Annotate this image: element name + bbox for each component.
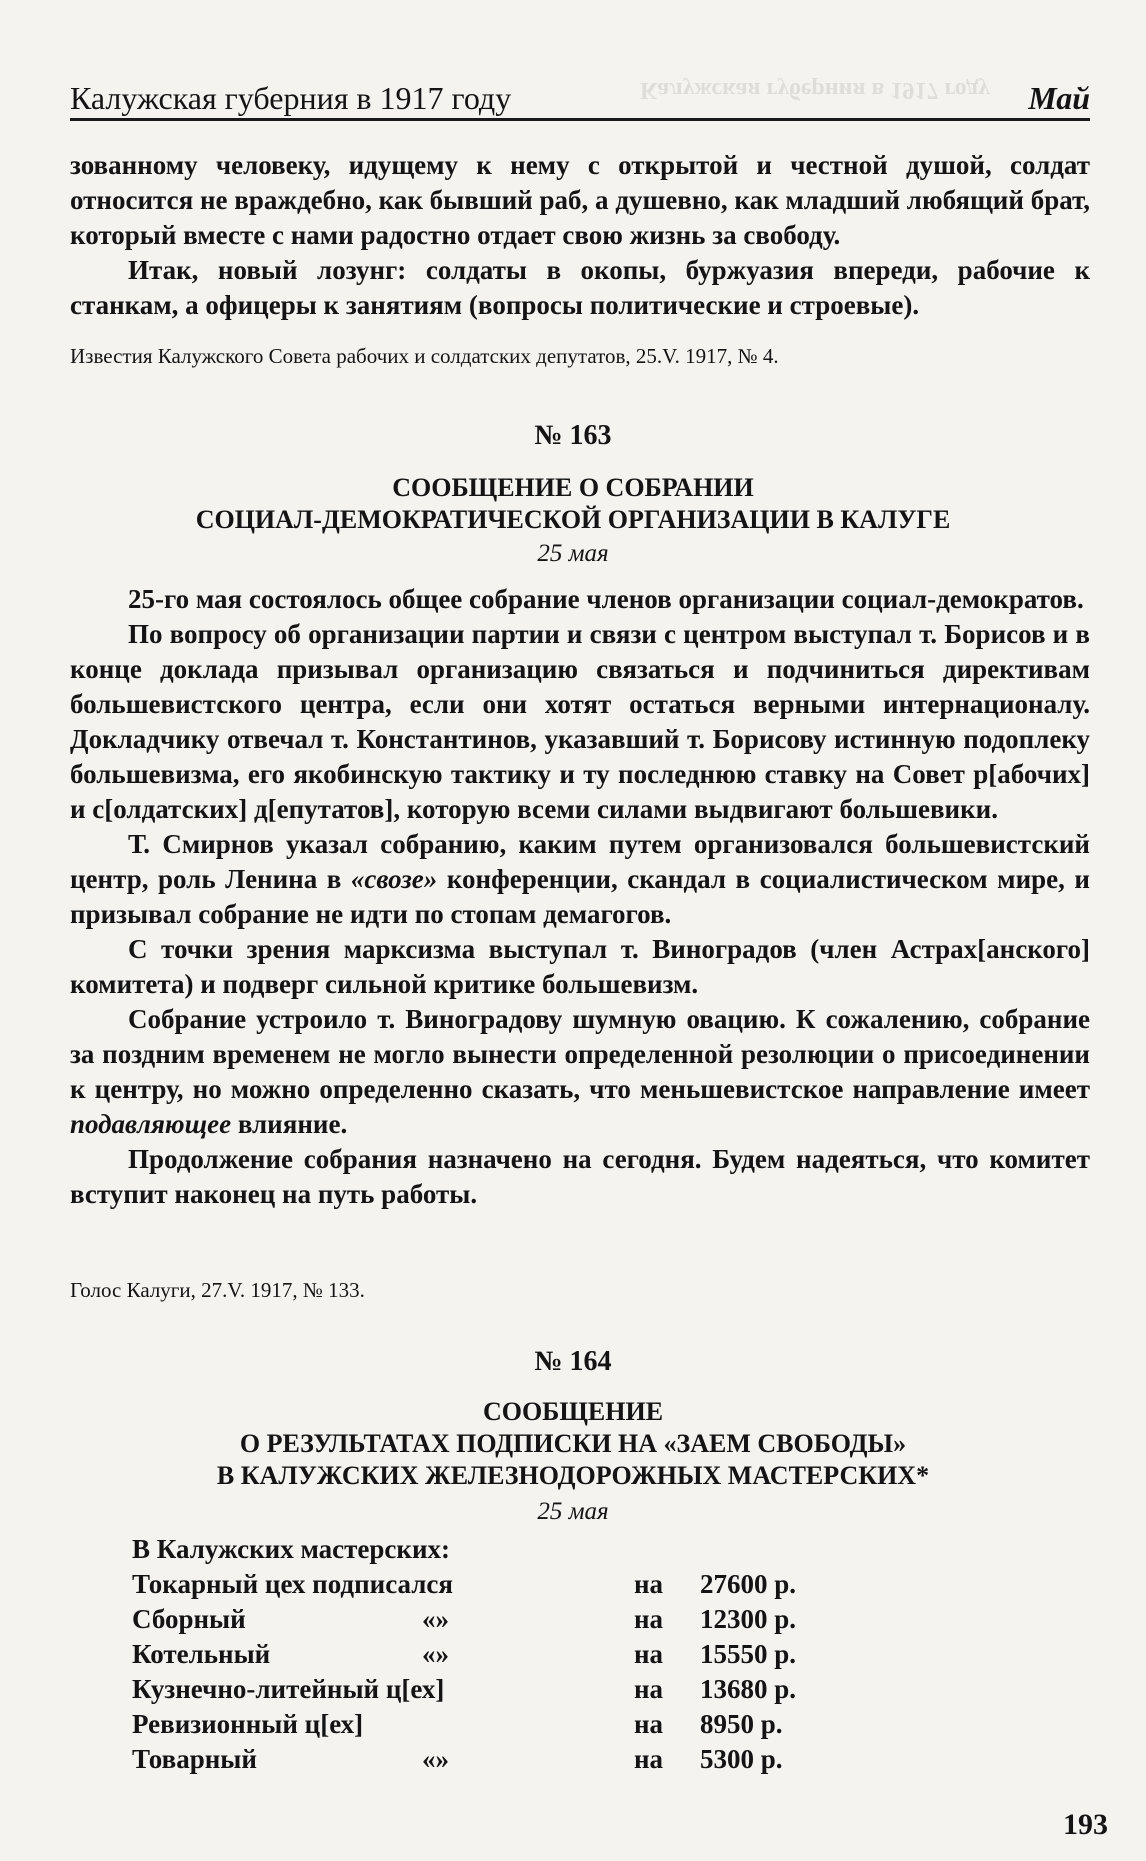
header-book-title: Калужская губерния в 1917 году xyxy=(70,80,512,116)
doc-163-paragraph-2: По вопросу об организации партии и связи с центром выступал т. Борисов и в конце доклада призывал организацию связаться и подчиниться директивам большевистского центра, если они хотят остаться верными интернационалу. Докладчику отвечал т. Константинов, указавший т. Борисову истинную подоплеку большевизма, его якобинскую тактику и ту последнюю ставку на Совет р[абочих] и с[олдатских] д[епутатов], которую всеми силами выдвигают большевики. xyxy=(70,619,1090,824)
doc-163-date: 25 мая xyxy=(537,540,609,567)
workshop-name: Сборный xyxy=(132,1604,246,1634)
workshop-name: Ревизионный ц[ех] xyxy=(132,1709,364,1739)
preposition-na: на xyxy=(634,1604,664,1634)
subscription-amount: 13680 р. xyxy=(700,1674,797,1704)
intro-source: Известия Калужского Совета рабочих и солдатских депутатов, 25.V. 1917, № 4. xyxy=(70,344,779,368)
subscription-amount: 5300 р. xyxy=(700,1744,783,1774)
doc-163-paragraph-5-part-b: влияние. xyxy=(231,1109,348,1139)
doc-163-title-line-1: СООБЩЕНИЕ О СОБРАНИИ xyxy=(392,473,754,502)
preposition-na: на xyxy=(634,1569,664,1599)
workshop-name: Токарный цех подписался xyxy=(132,1569,453,1599)
doc-163-paragraph-5-part-a: Собрание устроило т. Виноградову шумную овацию. К сожалению, собрание за поздним временем не могло вынести определенной резолюции о присоединении к центру, но можно определенно сказать, что меньшевистское направление имеет xyxy=(70,1004,1090,1104)
doc-164-number: № 164 xyxy=(534,1346,612,1377)
doc-164-title-line-2: О РЕЗУЛЬТАТАХ ПОДПИСКИ НА «ЗАЕМ СВОБОДЫ» xyxy=(239,1429,907,1458)
running-header xyxy=(70,80,1090,116)
doc-163-paragraph-1: 25-го мая состоялось общее собрание членов организации социал-демократов. xyxy=(128,584,1084,614)
ditto-mark: «» xyxy=(422,1744,449,1774)
doc-163-source: Голос Калуги, 27.V. 1917, № 133. xyxy=(70,1278,365,1302)
subscription-amount: 8950 р. xyxy=(700,1709,783,1739)
doc-164-date: 25 мая xyxy=(537,1498,609,1525)
page-number: 193 xyxy=(1063,1808,1108,1841)
doc-164-title-line-1: СООБЩЕНИЕ xyxy=(482,1397,664,1426)
subscription-table-heading: В Калужских мастерских: xyxy=(132,1534,450,1564)
doc-163-paragraph-6: Продолжение собрания назначено на сегодня. Будем надеяться, что комитет вступит наконец на путь работы. xyxy=(70,1144,1090,1209)
doc-163-text xyxy=(70,582,1090,1212)
doc-163-paragraph-3-part-b: конференции, скандал в социалистическом мире, и призывал собрание не идти по стопам демагогов. xyxy=(70,864,1090,929)
intro-paragraph-1: зованному человеку, идущему к нему с открытой и честной душой, солдат относится не враждебно, как бывший раб, а душевно, как младший любящий брат, который вместе с нами радостно отдает свою жизнь за свободу. xyxy=(70,150,1090,250)
doc-163-title-line-2: СОЦИАЛ-ДЕМОКРАТИЧЕСКОЙ ОРГАНИЗАЦИИ В КАЛУГЕ xyxy=(195,505,951,534)
subscription-amount: 27600 р. xyxy=(700,1569,797,1599)
ditto-mark: «» xyxy=(422,1639,449,1669)
doc-163-paragraph-5-emphasis: подавляющее xyxy=(70,1109,232,1139)
workshop-name: Товарный xyxy=(132,1744,257,1774)
header-month: Май xyxy=(1028,80,1090,116)
preposition-na: на xyxy=(634,1744,664,1774)
doc-163-paragraph-3 xyxy=(70,827,1090,932)
doc-163-paragraph-3-part-a: Т. Смирнов указал собранию, каким путем организовался большевистский центр, роль Ленина в xyxy=(70,829,1090,894)
preposition-na: на xyxy=(634,1639,664,1669)
doc-164-title-line-3: В КАЛУЖСКИХ ЖЕЛЕЗНОДОРОЖНЫХ МАСТЕРСКИХ* xyxy=(216,1461,930,1490)
subscription-amount: 12300 р. xyxy=(700,1604,797,1634)
preposition-na: на xyxy=(634,1674,664,1704)
subscription-amount: 15550 р. xyxy=(700,1639,797,1669)
workshop-name: Котельный xyxy=(132,1639,271,1669)
header-rule xyxy=(70,118,1090,121)
intro-text xyxy=(70,148,1090,323)
doc-163-paragraph-3-emphasis: «свозе» xyxy=(350,864,438,894)
intro-paragraph-2: Итак, новый лозунг: солдаты в окопы, буржуазия впереди, рабочие к станкам, а офицеры к занятиям (вопросы политические и строевые). xyxy=(70,255,1090,320)
workshop-name: Кузнечно-литейный ц[ех] xyxy=(132,1674,445,1704)
doc-163-paragraph-5 xyxy=(70,1002,1090,1142)
doc-163-paragraph-4: С точки зрения марксизма выступал т. Виноградов (член Астрах[анского] комитета) и подверг сильной критике большевизм. xyxy=(70,934,1090,999)
bleed-through-text: Калужская губерния в 1917 году xyxy=(640,77,991,103)
preposition-na: на xyxy=(634,1709,664,1739)
ditto-mark: «» xyxy=(422,1604,449,1634)
doc-163-number: № 163 xyxy=(534,420,612,451)
